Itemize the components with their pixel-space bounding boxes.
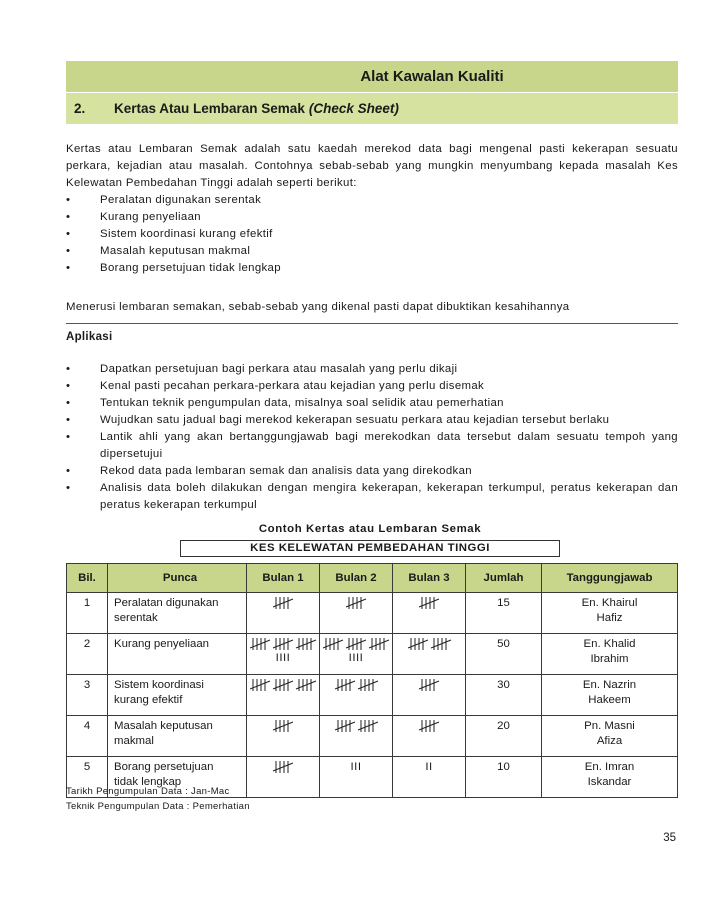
- cell-tanggungjawab: [542, 716, 678, 757]
- pic-name-line: Ibrahim: [590, 653, 629, 665]
- aplikasi-bullet-text: Tentukan teknik pengumpulan data, misalnya soal selidik atau pemerhatian: [100, 397, 504, 409]
- aplikasi-bullet-4: [66, 412, 678, 429]
- aplikasi-heading: Aplikasi: [66, 331, 113, 343]
- tally-group-five: [345, 596, 367, 610]
- aplikasi-bullet-5: [66, 429, 678, 463]
- tally-group-five: [322, 637, 344, 651]
- aplikasi-bullet-text: Rekod data pada lembaran semak dan analisis data yang direkodkan: [100, 465, 472, 477]
- tally-group-five: [345, 637, 367, 651]
- aplikasi-bullet-text: Kenal pasti pecahan perkara-perkara atau kejadian yang perlu disemak: [100, 380, 485, 392]
- cell-bulan-2: [320, 634, 393, 675]
- column-header-bulan-3: Bulan 3: [393, 564, 466, 593]
- cell-bulan-2: [320, 757, 393, 798]
- column-header-bulan-2: Bulan 2: [320, 564, 393, 593]
- aplikasi-bullet-text: Wujudkan satu jadual bagi merekod kekerapan sesuatu perkara atau kejadian tersebut berlaku: [100, 414, 610, 426]
- tally-group-five: [249, 637, 271, 651]
- intro-bullet-text: Masalah keputusan makmal: [100, 245, 251, 257]
- tally-marks: [418, 596, 440, 610]
- section-title: Kertas Atau Lembaran Semak: [114, 101, 305, 116]
- tally-group-five: [334, 719, 356, 733]
- aplikasi-bullet-2: [66, 378, 678, 395]
- column-header-bulan-1: Bulan 1: [247, 564, 320, 593]
- cell-bulan-3: [393, 593, 466, 634]
- document-title: Alat Kawalan Kualiti: [360, 68, 504, 85]
- intro-bullet-list: [66, 192, 678, 277]
- cell-bil: 3: [67, 675, 108, 716]
- section-divider: [66, 323, 678, 324]
- tally-group-five: [272, 760, 294, 774]
- cell-jumlah: 50: [466, 634, 542, 675]
- cell-punca: [108, 716, 247, 757]
- pic-name-line: En. Imran: [584, 761, 635, 773]
- check-sheet-caption: Contoh Kertas atau Lembaran Semak: [258, 523, 482, 535]
- bullet-marker: •: [66, 194, 71, 206]
- aplikasi-bullet-text: Lantik ahli yang akan bertanggungjawab bagi merekodkan data tersebut dalam sesuatu tempoh yang dipersetujui: [100, 431, 678, 460]
- pic-name-line: Iskandar: [587, 776, 632, 788]
- bullet-marker: •: [66, 245, 71, 257]
- cell-bulan-1: [247, 675, 320, 716]
- collection-method: Teknik Pengumpulan Data : Pemerhatian: [66, 801, 250, 812]
- cell-punca: [108, 593, 247, 634]
- cell-bil: 4: [67, 716, 108, 757]
- punca-text: Masalah keputusan makmal: [114, 720, 213, 747]
- cell-tanggungjawab: [542, 675, 678, 716]
- cell-bulan-2: [320, 716, 393, 757]
- aplikasi-bullet-3: [66, 395, 678, 412]
- tally-group-five: [430, 637, 452, 651]
- tally-group-five: [418, 719, 440, 733]
- section-subtitle: (Check Sheet): [308, 101, 399, 116]
- cell-bulan-2: [320, 675, 393, 716]
- cell-bulan-1: [247, 634, 320, 675]
- tally-marks: [334, 719, 379, 733]
- aplikasi-bullet-7: [66, 480, 678, 514]
- pic-name-line: En. Khairul: [581, 597, 638, 609]
- bullet-marker: •: [66, 482, 71, 494]
- tally-group-five: [418, 596, 440, 610]
- tally-marks: [272, 596, 294, 610]
- intro-bullet-text: Borang persetujuan tidak lengkap: [100, 262, 281, 274]
- tally-group-five: [272, 596, 294, 610]
- tally-group-five: [418, 678, 440, 692]
- tally-marks: [322, 637, 390, 666]
- cell-bil: 1: [67, 593, 108, 634]
- cell-bulan-1: [247, 716, 320, 757]
- bullet-marker: •: [66, 228, 71, 240]
- cell-bil: 2: [67, 634, 108, 675]
- table-row: [67, 675, 678, 716]
- aplikasi-bullet-1: [66, 361, 678, 378]
- intro-paragraph: Kertas atau Lembaran Semak adalah satu kaedah merekod data bagi mengenal pasti kekerapan sesuatu perkara, kejadian atau masalah. Contohnya sebab-sebab yang mungkin menyumbang kepada masalah Kes Kelewatan Pembedahan Tinggi adalah seperti berikut:: [66, 143, 678, 189]
- cell-bulan-1: [247, 757, 320, 798]
- intro-bullet-text: Peralatan digunakan serentak: [100, 194, 262, 206]
- cell-tanggungjawab: [542, 634, 678, 675]
- aplikasi-bullet-text: Dapatkan persetujuan bagi perkara atau masalah yang perlu dikaji: [100, 363, 458, 375]
- tally-marks: [249, 637, 317, 666]
- cell-bulan-3: [393, 675, 466, 716]
- cell-jumlah: 15: [466, 593, 542, 634]
- column-header-jumlah: Jumlah: [466, 564, 542, 593]
- intro-bullet-2: [66, 209, 678, 226]
- cell-bulan-1: [247, 593, 320, 634]
- intro-bullet-text: Sistem koordinasi kurang efektif: [100, 228, 273, 240]
- bullet-marker: •: [66, 414, 71, 426]
- punca-text: Kurang penyeliaan: [114, 638, 209, 650]
- bullet-marker: •: [66, 363, 71, 375]
- tally-remainder: IIII: [275, 652, 291, 664]
- tally-group-five: [272, 678, 294, 692]
- cell-bulan-3: [393, 757, 466, 798]
- tally-group-five: [249, 678, 271, 692]
- tally-marks: [425, 760, 432, 775]
- table-row: [67, 716, 678, 757]
- cell-jumlah: 30: [466, 675, 542, 716]
- tally-remainder: III: [350, 761, 362, 773]
- tally-group-five: [368, 637, 390, 651]
- pic-name-line: En. Khalid: [583, 638, 636, 650]
- check-sheet-table: [66, 563, 678, 798]
- intro-bullet-5: [66, 260, 678, 277]
- cell-punca: [108, 634, 247, 675]
- tally-marks: [418, 678, 440, 692]
- tally-marks: [345, 596, 367, 610]
- punca-text: Peralatan digunakan serentak: [114, 597, 219, 624]
- pic-name-line: Pn. Masni: [584, 720, 635, 732]
- document-title-band: [66, 61, 678, 92]
- aplikasi-bullet-list: [66, 361, 678, 514]
- cell-punca: [108, 675, 247, 716]
- tally-group-five: [295, 678, 317, 692]
- column-header-bil: Bil.: [67, 564, 108, 593]
- column-header-tanggungjawab: Tanggungjawab: [542, 564, 678, 593]
- tally-group-five: [272, 719, 294, 733]
- tally-marks: [407, 637, 452, 651]
- cell-jumlah: 10: [466, 757, 542, 798]
- bullet-marker: •: [66, 211, 71, 223]
- tally-remainder: II: [425, 761, 433, 773]
- tally-group-five: [357, 678, 379, 692]
- intro-bullet-text: Kurang penyeliaan: [100, 211, 201, 223]
- bullet-marker: •: [66, 262, 71, 274]
- closing-sentence: Menerusi lembaran semakan, sebab-sebab yang dikenal pasti dapat dibuktikan kesahihannya: [66, 301, 570, 313]
- collection-date: Tarikh Pengumpulan Data : Jan-Mac: [66, 786, 230, 797]
- pic-name-line: Hafiz: [596, 612, 623, 624]
- tally-group-five: [407, 637, 429, 651]
- punca-text: Borang persetujuan tidak lengkap: [114, 761, 214, 788]
- bullet-marker: •: [66, 397, 71, 409]
- punca-text: Sistem koordinasi kurang efektif: [114, 679, 204, 706]
- tally-marks: [249, 678, 317, 692]
- tally-group-five: [295, 637, 317, 651]
- tally-group-five: [272, 637, 294, 651]
- check-sheet-title: KES KELEWATAN PEMBEDAHAN TINGGI: [180, 540, 560, 557]
- pic-name-line: Hakeem: [588, 694, 631, 706]
- aplikasi-bullet-text: Analisis data boleh dilakukan dengan mengira kekerapan, kekerapan terkumpul, peratus kekerapan dan peratus kekerapan terkumpul: [100, 482, 678, 511]
- cell-bulan-2: [320, 593, 393, 634]
- cell-tanggungjawab: [542, 593, 678, 634]
- cell-bulan-3: [393, 716, 466, 757]
- tally-marks: [272, 760, 294, 774]
- tally-marks: [334, 678, 379, 692]
- table-row: [67, 593, 678, 634]
- bullet-marker: •: [66, 380, 71, 392]
- tally-group-five: [357, 719, 379, 733]
- table-header-row: [67, 564, 678, 593]
- aplikasi-bullet-6: [66, 463, 678, 480]
- tally-marks: [272, 719, 294, 733]
- section-header: [66, 93, 678, 124]
- column-header-punca: Punca: [108, 564, 247, 593]
- intro-bullet-4: [66, 243, 678, 260]
- intro-bullet-1: [66, 192, 678, 209]
- tally-marks: [351, 760, 362, 775]
- tally-marks: [418, 719, 440, 733]
- tally-remainder: IIII: [348, 652, 364, 664]
- intro-bullet-3: [66, 226, 678, 243]
- cell-bulan-3: [393, 634, 466, 675]
- cell-tanggungjawab: [542, 757, 678, 798]
- cell-jumlah: 20: [466, 716, 542, 757]
- table-row: [67, 634, 678, 675]
- tally-group-five: [334, 678, 356, 692]
- pic-name-line: En. Nazrin: [582, 679, 637, 691]
- bullet-marker: •: [66, 431, 71, 443]
- bullet-marker: •: [66, 465, 71, 477]
- pic-name-line: Afiza: [596, 735, 623, 747]
- section-number: 2.: [74, 101, 86, 116]
- cell-bil: 5: [67, 757, 108, 798]
- page-number: 35: [663, 832, 676, 844]
